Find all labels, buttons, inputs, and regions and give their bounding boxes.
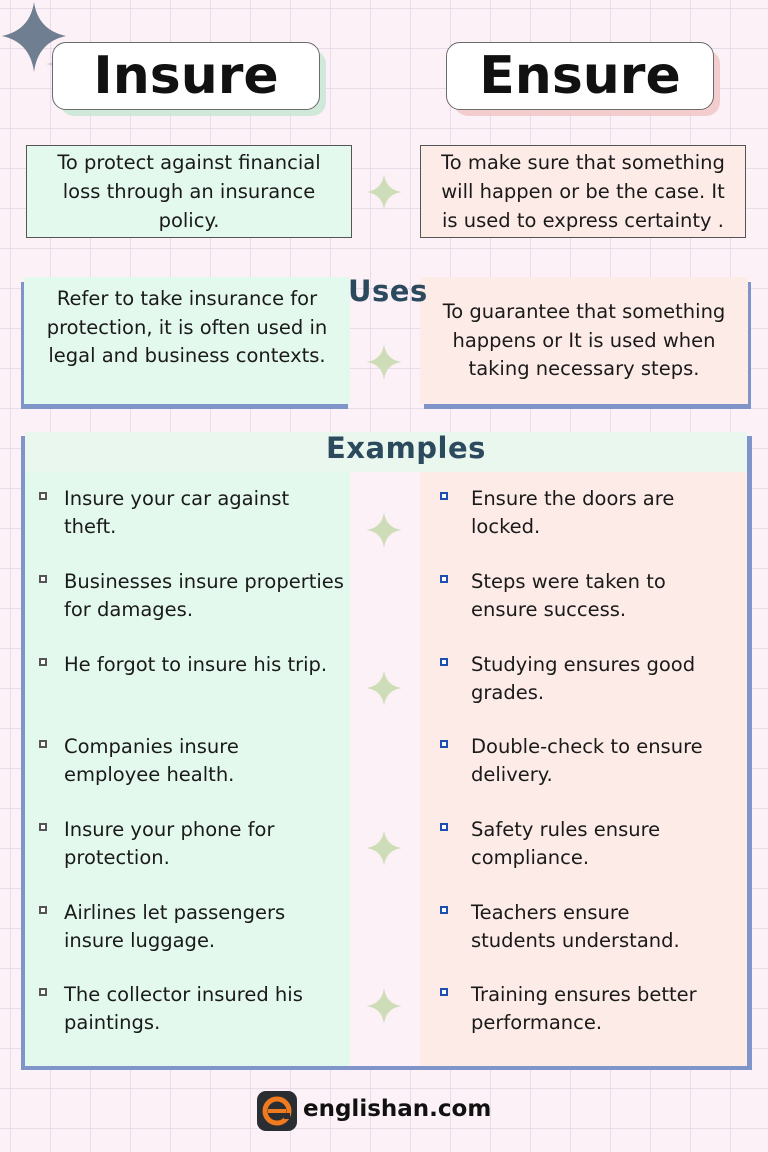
bullet-icon [39,492,47,500]
ensure-title: Ensure [446,42,714,110]
sparkle-icon [364,986,404,1026]
list-item: Double-check to ensure delivery. [471,735,703,786]
sparkle-icon [364,510,404,550]
list-item: Steps were taken to ensure success. [471,570,666,621]
bullet-icon [440,740,448,748]
sparkle-icon [364,342,404,382]
ensure-definition: To make sure that something will happen or be the case. It is used to express certainty . [420,145,746,238]
e-logo-icon[interactable] [257,1091,297,1131]
footer-site-link[interactable]: englishan.com [303,1096,492,1122]
insure-uses-box [24,277,350,404]
bullet-icon [39,575,47,583]
sparkle-icon [364,172,404,212]
insure-title: Insure [52,42,320,110]
bullet-icon [39,988,47,996]
sparkle-icon [364,828,404,868]
list-item: Studying ensures good grades. [471,653,696,704]
list-item: Training ensures better performance. [471,983,697,1034]
bullet-icon [440,658,448,666]
list-item: The collector insured his paintings. [64,983,303,1034]
list-item: Companies insure employee health. [64,735,239,786]
bullet-icon [440,906,448,914]
bullet-icon [39,658,47,666]
list-item: Insure your car against theft. [64,487,290,538]
list-item: Businesses insure properties for damages. [64,570,344,621]
bullet-icon [440,492,448,500]
uses-heading: Uses [348,274,428,308]
examples-heading: Examples [326,431,486,465]
ensure-uses-box [420,277,748,404]
bullet-icon [39,823,47,831]
bullet-icon [440,575,448,583]
insure-uses-text: Refer to take insurance for protection, it is often used in legal and business contexts. [46,287,328,367]
bullet-icon [39,906,47,914]
list-item: Teachers ensure students understand. [471,901,680,952]
sparkle-icon [364,668,404,708]
list-item: Ensure the doors are locked. [471,487,675,538]
bullet-icon [440,988,448,996]
bullet-icon [39,740,47,748]
list-item: He forgot to insure his trip. [64,653,328,676]
ensure-uses-text: To guarantee that something happens or It is used when taking necessary steps. [442,300,726,380]
list-item: Safety rules ensure compliance. [471,818,661,869]
insure-definition: To protect against financial loss through an insurance policy. [26,145,352,238]
list-item: Airlines let passengers insure luggage. [64,901,286,952]
bullet-icon [440,823,448,831]
list-item: Insure your phone for protection. [64,818,275,869]
